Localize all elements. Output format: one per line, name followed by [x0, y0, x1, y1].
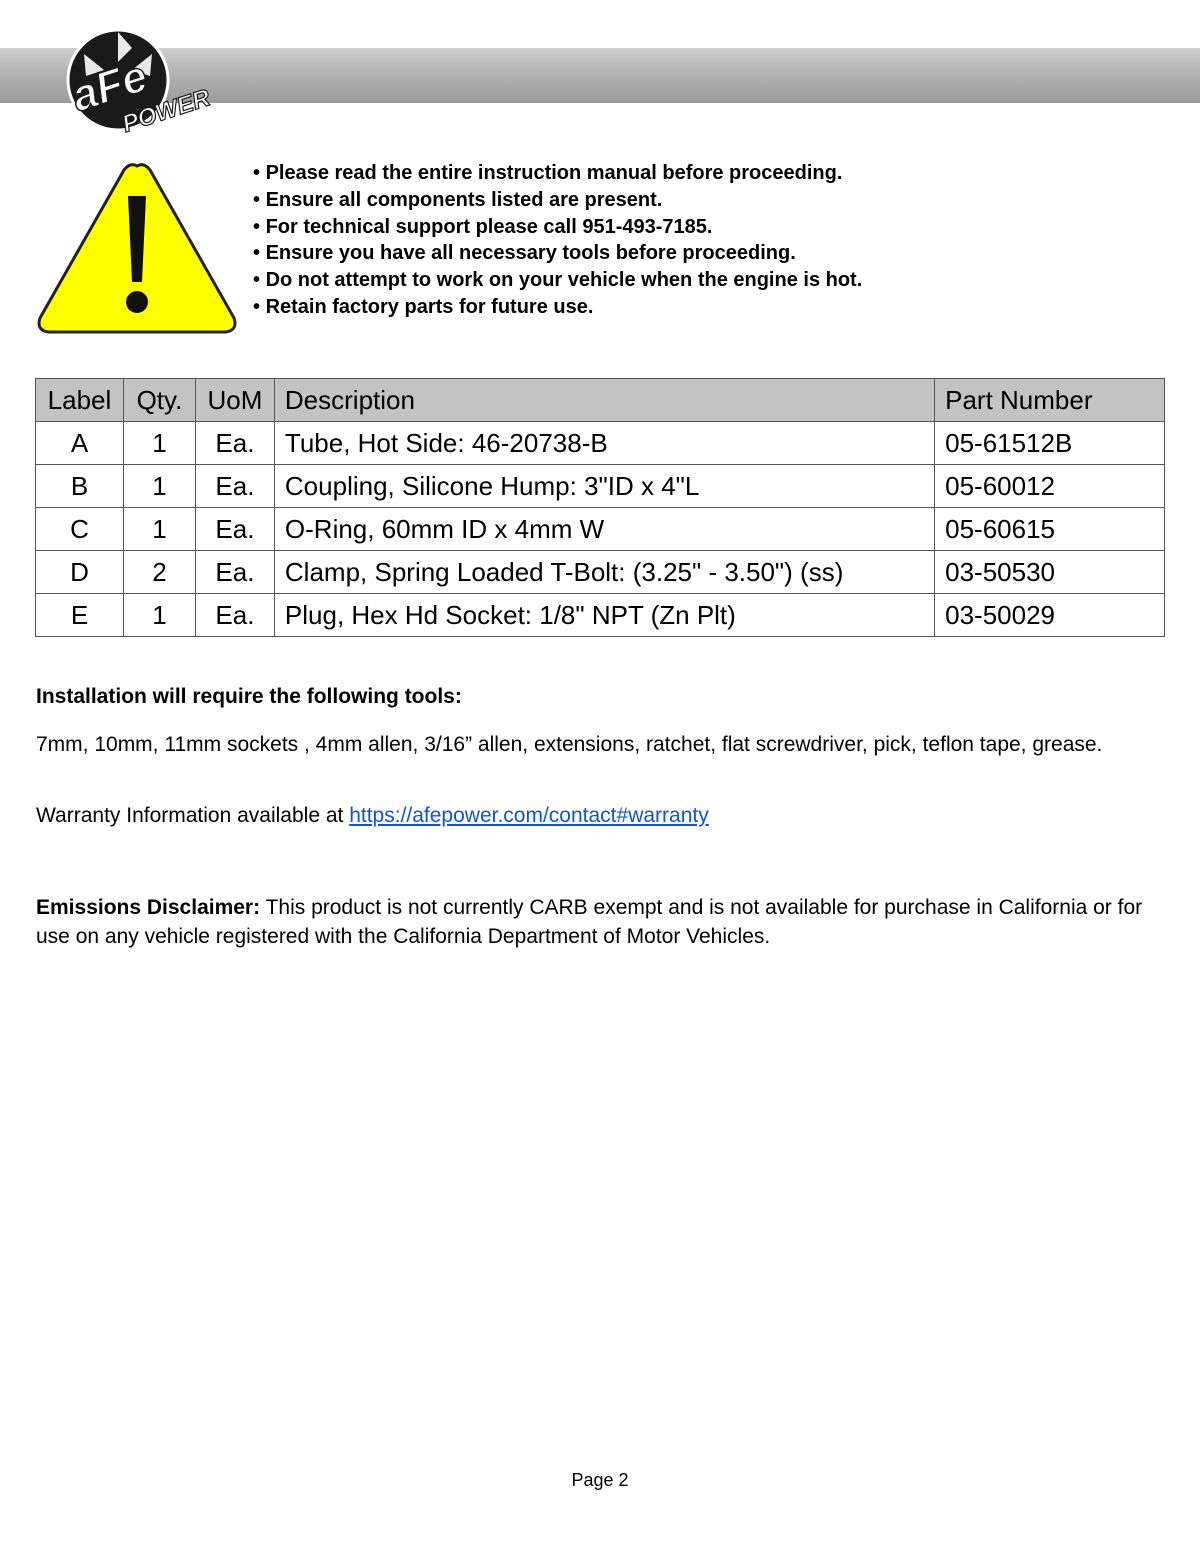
svg-text:POWER: POWER — [118, 84, 214, 138]
cell-uom: Ea. — [195, 594, 274, 637]
parts-table — [35, 378, 1165, 637]
afe-power-logo — [58, 18, 248, 138]
cell-uom: Ea. — [195, 508, 274, 551]
cell-part-number: 05-61512B — [935, 422, 1165, 465]
table-row — [36, 551, 1165, 594]
cell-qty: 1 — [123, 465, 195, 508]
page-number: Page 2 — [571, 1470, 629, 1490]
cell-qty: 2 — [123, 551, 195, 594]
svg-text:aFe: aFe — [65, 51, 154, 122]
column-header-part-number: Part Number — [935, 379, 1165, 422]
column-header-uom: UoM — [195, 379, 274, 422]
cell-label: B — [36, 465, 124, 508]
warning-item: • For technical support please call 951-493-7185. — [253, 214, 862, 241]
warranty-info — [36, 804, 709, 828]
disclaimer-text: This product is not currently CARB exempt and is not available for purchase in California or for use on any vehicle registered with the California Department of Motor Vehicles. — [36, 896, 1143, 948]
cell-description: O-Ring, 60mm ID x 4mm W — [274, 508, 934, 551]
warning-list — [253, 160, 862, 321]
warning-item: • Retain factory parts for future use. — [253, 294, 862, 321]
cell-qty: 1 — [123, 508, 195, 551]
emissions-disclaimer — [36, 893, 1176, 951]
warning-triangle-icon — [34, 158, 240, 338]
cell-description: Plug, Hex Hd Socket: 1/8" NPT (Zn Plt) — [274, 594, 934, 637]
table-row — [36, 465, 1165, 508]
column-header-qty: Qty. — [123, 379, 195, 422]
cell-qty: 1 — [123, 594, 195, 637]
cell-description: Clamp, Spring Loaded T-Bolt: (3.25" - 3.50") (ss) — [274, 551, 934, 594]
warning-item: • Do not attempt to work on your vehicle when the engine is hot. — [253, 267, 862, 294]
cell-part-number: 05-60012 — [935, 465, 1165, 508]
cell-part-number: 03-50029 — [935, 594, 1165, 637]
column-header-description: Description — [274, 379, 934, 422]
cell-qty: 1 — [123, 422, 195, 465]
table-row — [36, 508, 1165, 551]
cell-uom: Ea. — [195, 551, 274, 594]
warranty-link[interactable]: https://afepower.com/contact#warranty — [349, 804, 709, 827]
cell-label: C — [36, 508, 124, 551]
cell-description: Coupling, Silicone Hump: 3"ID x 4"L — [274, 465, 934, 508]
cell-label: E — [36, 594, 124, 637]
warning-item: • Ensure all components listed are present. — [253, 187, 862, 214]
warranty-prefix: Warranty Information available at — [36, 804, 350, 827]
cell-uom: Ea. — [195, 422, 274, 465]
cell-uom: Ea. — [195, 465, 274, 508]
table-header-row — [36, 379, 1165, 422]
cell-label: A — [36, 422, 124, 465]
disclaimer-label: Emissions Disclaimer: — [36, 896, 261, 919]
tools-list: 7mm, 10mm, 11mm sockets , 4mm allen, 3/16” allen, extensions, ratchet, flat screwdriver, pick, teflon tape, grease. — [36, 733, 1103, 756]
cell-part-number: 05-60615 — [935, 508, 1165, 551]
column-header-label: Label — [36, 379, 124, 422]
cell-label: D — [36, 551, 124, 594]
tools-heading: Installation will require the following tools: — [36, 685, 462, 708]
warning-item: • Ensure you have all necessary tools before proceeding. — [253, 240, 862, 267]
warning-item: • Please read the entire instruction manual before proceeding. — [253, 160, 862, 187]
cell-description: Tube, Hot Side: 46-20738-B — [274, 422, 934, 465]
table-row — [36, 422, 1165, 465]
table-row — [36, 594, 1165, 637]
cell-part-number: 03-50530 — [935, 551, 1165, 594]
